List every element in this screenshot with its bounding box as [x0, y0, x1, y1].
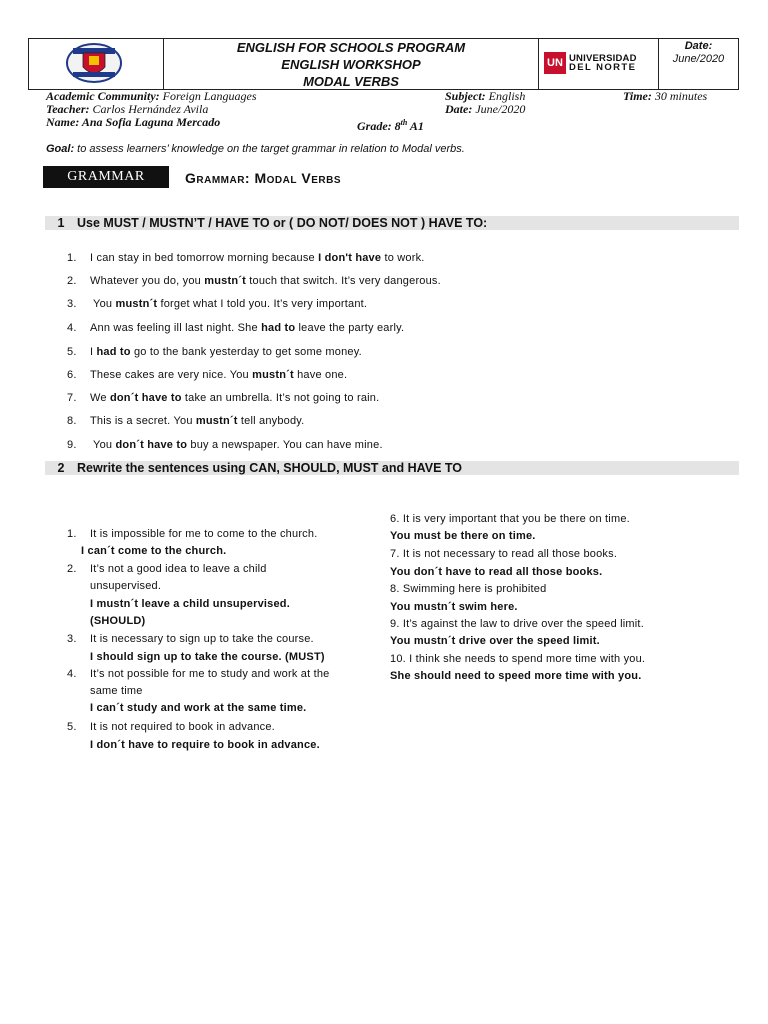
section1-item: [67, 438, 383, 452]
name-label: Name: Ana Sofia Laguna Mercado: [46, 115, 221, 129]
s2-question-4b: same time: [90, 685, 143, 697]
section1-title: Use MUST / MUSTN’T / HAVE TO or ( DO NOT/ DOES NOT ) HAVE TO:: [77, 216, 488, 230]
item-text-before: This is a secret. You: [90, 415, 196, 427]
university-name-line2: DEL NORTE: [569, 62, 637, 73]
item-number: 3.: [67, 298, 77, 310]
item-text-before: I can stay in bed tomorrow morning because: [90, 252, 319, 264]
s2-answer-2a: I mustn´t leave a child unsupervised.: [90, 598, 290, 610]
item-text-after: take an umbrella. It’s not going to rain.: [181, 392, 380, 404]
section2-title: Rewrite the sentences using CAN, SHOULD, MUST and HAVE TO: [77, 461, 463, 475]
s2-answer-8: You mustn´t swim here.: [390, 601, 518, 613]
item-text-before: Whatever you do, you: [90, 275, 205, 287]
s2-num-1: 1.: [67, 528, 77, 540]
item-number: 1.: [67, 252, 77, 264]
item-text-after: leave the party early.: [295, 322, 405, 334]
s2-question-10: 10. I think she needs to spend more time with you.: [390, 653, 646, 665]
un-logo-mark: UN: [544, 52, 566, 74]
section1-number: 1: [57, 216, 65, 230]
section1-item: [67, 251, 425, 265]
section1-item: [67, 345, 362, 359]
workshop-title: ENGLISH WORKSHOP: [281, 57, 421, 72]
s2-question-5: It is not required to book in advance.: [90, 721, 275, 733]
topic-title: MODAL VERBS: [303, 74, 399, 89]
s2-question-1: It is impossible for me to come to the church.: [90, 528, 318, 540]
section1-item: [67, 321, 404, 335]
s2-question-2a: It’s not a good idea to leave a child: [90, 563, 267, 575]
grammar-title: Grammar: Modal Verbs: [185, 170, 341, 186]
section1-item: [67, 368, 347, 382]
subject-value: English: [485, 89, 526, 103]
item-text-before: These cakes are very nice. You: [90, 369, 253, 381]
section2-number: 2: [57, 461, 65, 475]
program-title: ENGLISH FOR SCHOOLS PROGRAM: [236, 40, 466, 55]
item-answer: mustn´t: [204, 275, 246, 287]
date-value: June/2020: [672, 53, 725, 65]
grade-sup: th: [400, 118, 408, 127]
s2-answer-5: I don´t have to require to book in advance.: [90, 739, 320, 751]
meta-date-value: June/2020: [472, 102, 526, 116]
university-logo-cell: [539, 39, 659, 89]
date-cell: [659, 39, 738, 89]
s2-num-5: 5.: [67, 721, 77, 733]
goal-label: Goal:: [46, 143, 75, 155]
s2-answer-3: I should sign up to take the course. (MUST): [90, 651, 325, 663]
item-number: 6.: [67, 369, 77, 381]
s2-num-2: 2.: [67, 563, 77, 575]
item-answer: had to: [261, 322, 296, 334]
item-number: 5.: [67, 346, 77, 358]
item-answer: don´t have to: [109, 392, 182, 404]
time: [623, 90, 707, 103]
time-value: 30 minutes: [651, 89, 708, 103]
student-name: [46, 116, 220, 129]
item-text-after: touch that switch. It’s very dangerous.: [246, 275, 441, 287]
school-crest-logo: [59, 39, 129, 89]
s2-answer-10: She should need to speed more time with you.: [390, 670, 642, 682]
teacher-label: Teacher:: [46, 102, 90, 116]
s2-answer-6: You must be there on time.: [390, 530, 536, 542]
goal-text: to assess learners’ knowledge on the target grammar in relation to Modal verbs.: [74, 143, 465, 155]
item-text-before: You: [90, 439, 116, 451]
s2-answer-9: You mustn´t drive over the speed limit.: [390, 635, 600, 647]
s2-question-9: 9. It’s against the law to drive over the speed limit.: [390, 618, 644, 630]
item-text-before: You: [90, 298, 116, 310]
s2-question-2b: unsupervised.: [90, 580, 162, 592]
s2-question-3: It is necessary to sign up to take the course.: [90, 633, 314, 645]
s2-answer-2b: (SHOULD): [90, 615, 146, 627]
title-cell: [164, 39, 539, 89]
university-name: [569, 54, 637, 72]
grade-value: A1: [407, 119, 424, 133]
item-answer: don´t have to: [115, 439, 188, 451]
item-text-after: tell anybody.: [237, 415, 305, 427]
item-number: 7.: [67, 392, 77, 404]
section1-header: [45, 216, 739, 230]
section1-item: [67, 274, 441, 288]
university-name-line1: UNIVERSIDAD: [569, 53, 637, 64]
item-text-after: to work.: [381, 252, 425, 264]
header-table: [28, 38, 739, 90]
item-text-before: We: [90, 392, 110, 404]
item-text-after: have one.: [293, 369, 348, 381]
s2-answer-7: You don´t have to read all those books.: [390, 566, 603, 578]
section2-header: [45, 461, 739, 475]
s2-answer-4: I can´t study and work at the same time.: [90, 702, 307, 714]
community-value: Foreign Languages: [159, 89, 257, 103]
item-text-before: I: [90, 346, 97, 358]
community-label: Academic Community:: [46, 89, 160, 103]
date-label: Date:: [684, 40, 713, 52]
s2-question-4a: It’s not possible for me to study and work at the: [90, 668, 330, 680]
item-number: 4.: [67, 322, 77, 334]
grade-label: Grade: 8: [357, 119, 401, 133]
subject-label: Subject:: [445, 89, 486, 103]
item-answer: mustn´t: [195, 415, 238, 427]
item-answer: had to: [96, 346, 131, 358]
s2-num-4: 4.: [67, 668, 77, 680]
item-number: 8.: [67, 415, 77, 427]
item-text-after: buy a newspaper. You can have mine.: [187, 439, 383, 451]
s2-question-7: 7. It is not necessary to read all those books.: [390, 548, 618, 560]
school-logo-cell: [29, 39, 164, 89]
grade: [357, 116, 424, 133]
s2-question-6: 6. It is very important that you be there on time.: [390, 513, 630, 525]
section1-item: [67, 391, 379, 405]
meta-date-label: Date:: [445, 102, 473, 116]
item-answer: I don't have: [318, 252, 382, 264]
item-text-after: forget what I told you. It’s very important.: [157, 298, 368, 310]
time-label: Time:: [623, 89, 652, 103]
item-answer: mustn´t: [115, 298, 158, 310]
item-text-after: go to the bank yesterday to get some money.: [130, 346, 362, 358]
meta-date: [445, 103, 525, 116]
s2-answer-1: I can´t come to the church.: [81, 545, 227, 557]
goal-line: [46, 143, 465, 155]
item-text-before: Ann was feeling ill last night. She: [90, 322, 262, 334]
item-answer: mustn´t: [252, 369, 294, 381]
s2-num-3: 3.: [67, 633, 77, 645]
section1-item: [67, 297, 367, 311]
s2-question-8: 8. Swimming here is prohibited: [390, 583, 547, 595]
teacher-value: Carlos Hernández Avila: [89, 102, 209, 116]
item-number: 2.: [67, 275, 77, 287]
grammar-label-box: GRAMMAR: [43, 166, 169, 188]
item-number: 9.: [67, 439, 77, 451]
section1-item: [67, 414, 304, 428]
